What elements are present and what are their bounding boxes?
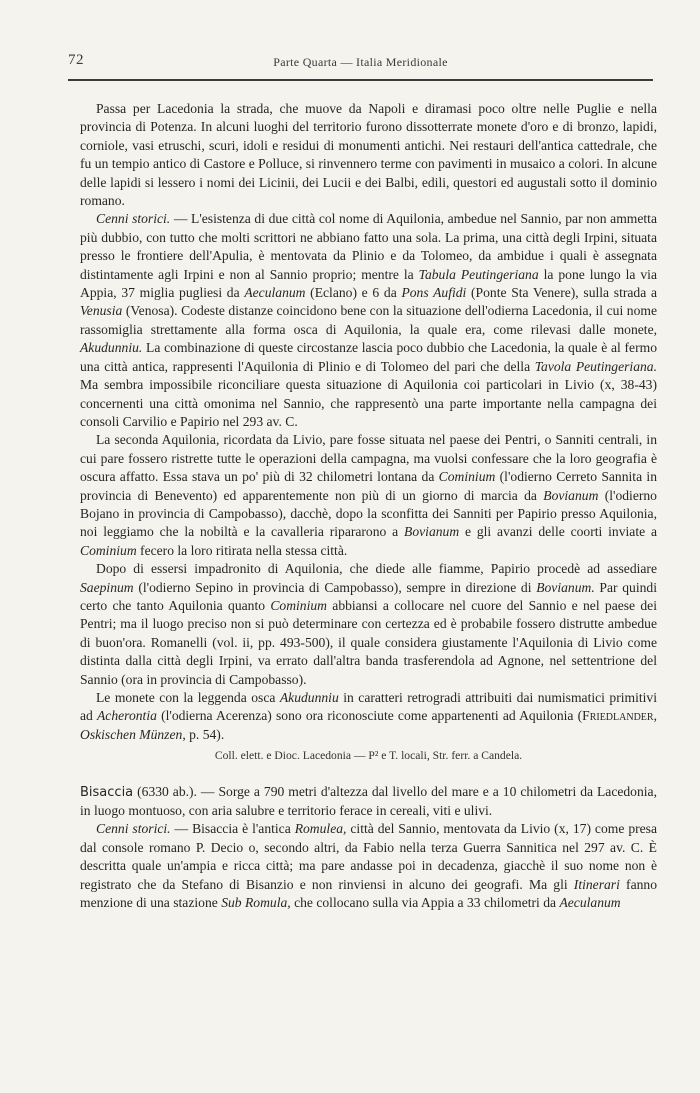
paragraph-seconda-aquilonia: La seconda Aquilonia, ricordata da Livio, pare fosse situata nel paese dei Pentri, o Sanniti centrali, in cui pare fossero ristrette tutte le operazioni della campagna, ma vuolsi confessare che la loro geografia è oscura affatto. Essa stava un po' più di 32 chilometri lontana da Cominium (l'odierno Cerreto Sannita in provincia di Benevento) ed apparentemente non più di un giorno di marcia da Bovianum (l'odierno Bojano in provincia di Campobasso), dacchè, dopo la sconfitta dei Sanniti per Papirio presso Aquilonia, noi leggiamo che la nobiltà e la cavalleria ripararono a Bovianum e gli avanzi delle coorti inviate a Cominium fecero la loro ritirata nella stessa città.	[80, 432, 657, 558]
paragraph-cenni-storici-lacedonia: Cenni storici. — L'esistenza di due città col nome di Aquilonia, ambedue nel Sannio, par non ammetta più dubbio, con tutto che molti scrittori ne abbiano fatto una sola. La prima, una città degli Irpini, situata presso le frontiere dell'Apulia, è mentovata da Plinio e da Tolomeo, da ambidue i quali è assegnata distintamente agli Irpini e non al Sannio proprio; mentre la Tabula Peutingeriana la pone lungo la via Appia, 37 miglia pugliesi da Aeculanum (Eclano) e 6 da Pons Aufidi (Ponte Sta Venere), sulla strada a Venusia (Venosa). Codeste distanze coincidono bene con la situazione dell'odierna Lacedonia, il cui nome rassomiglia strettamente alla forma osca di Aquilonia, la quale era, come rilevasi dalle monete, Akudunniu. La combinazione di queste circostanze lascia poco dubbio che Lacedonia, la quale è al fermo una città antica, rappresenti l'Aquilonia di Plinio e di Tolomeo del pari che della Tavola Peutingeriana. Ma sembra impossibile riconciliare questa situazione di Aquilonia coi particolari in Livio (x, 38-43) concernenti una città omonima nel Sannio, che rappresentò una parte importante nella campagna dei consoli Carvilio e Papirio nel 293 av. C.	[80, 211, 657, 429]
body-text	[80, 100, 657, 912]
section-label: Cenni storici.	[96, 211, 171, 227]
services-notice: Coll. elett. e Dioc. Lacedonia — P² e T. locali, Str. ferr. a Candela.	[214, 749, 523, 763]
paragraph-lacedonia-intro: Passa per Lacedonia la strada, che muove da Napoli e diramasi poco oltre nelle Puglie e nella provincia di Potenza. In alcuni luoghi del territorio furono dissotterrate monete d'oro e di bronzo, lapidi, corniole, vasi etruschi, scuri, idoli e residui di monumenti antichi. Nei restauri dell'antica cattedrale, che fu un tempio antico di Castore e Polluce, si rinvennero terme con pavimenti in musaico a colori. In alcune delle lapidi si lessero i nomi dei Licinii, dei Lucii e dei Balbi, edili, questori ed augustali sotto il dominio romano.	[80, 101, 657, 209]
paragraph-cenni-storici-bisaccia: Cenni storici. — Bisaccia è l'antica Romulea, città del Sannio, mentovata da Livio (x, 17) come presa dal console romano P. Decio o, secondo altri, da Fabio nella terza Guerra Sannitica nel 297 av. C. È descritta quale un'ampia e ricca città; ma pare andasse poi in decadenza, giacchè il suo nome non è registrato che da Stefano di Bisanzio e non rinviensi in alcuno dei geografi. Ma gli Itinerari fanno menzione di una stazione Sub Romula, che collocano sulla via Appia a 33 chilometri da Aeculanum	[80, 821, 658, 911]
section-label: Cenni storici.	[96, 821, 171, 837]
page-number: 72	[68, 52, 84, 68]
entry-heading: Bisaccia	[80, 784, 134, 800]
running-title: Parte Quarta — Italia Meridionale	[273, 55, 448, 69]
paragraph-papirio: Dopo di essersi impadronito di Aquilonia, che diede alle fiamme, Papirio procedè ad assediare Saepinum (l'odierno Sepino in provincia di Campobasso), sempre in direzione di Bovianum. Par quindi certo che tanto Aquilonia quanto Cominium abbiansi a collocare nel cuore del Sannio e nel paese dei Pentri; ma il luogo preciso non si può determinare con certezza ed è probabile fossero distrutte ambedue di buon'ora. Romanelli (vol. ii, pp. 493-500), il quale considera giustamente l'Aquilonia di Livio come distinta dalla città degli Irpini, va errato dall'altra banda trasferendola ad Agnone, nel settentrione del Sannio (ora in provincia di Campobasso).	[80, 561, 657, 687]
running-header	[68, 52, 653, 74]
entry-bisaccia: Bisaccia (6330 ab.). — Sorge a 790 metri d'altezza dal livello del mare e a 10 chilometri da Lacedonia, in luogo montuoso, con aria salubre e territorio ferace in cereali, viti e ulivi.	[80, 783, 657, 819]
paragraph-monete: Le monete con la leggenda osca Akudunniu in caratteri retrogradi attribuiti dai numismatici primitivi ad Acherontia (l'odierna Acerenza) sono ora riconosciute come appartenenti ad Aquilonia (Friedlander, Oskischen Münzen, p. 54).	[80, 690, 657, 742]
header-rule	[68, 79, 653, 81]
